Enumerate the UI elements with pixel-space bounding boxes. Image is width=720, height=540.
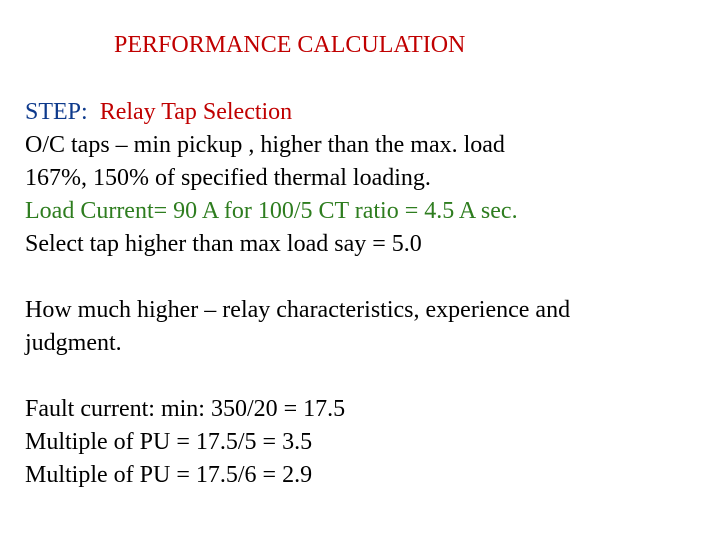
select-tap-line: Select tap higher than max load say = 5.0 (25, 231, 422, 257)
paragraph-gap (25, 261, 705, 294)
step-label: STEP: (25, 99, 88, 125)
how-much-line-1: How much higher – relay characteristics, experience and (25, 297, 571, 323)
paragraph-gap (25, 360, 705, 393)
percentages-line: 167%, 150% of specified thermal loading. (25, 165, 431, 191)
fault-current-line: Fault current: min: 350/20 = 17.5 (25, 396, 346, 422)
slide-title: PERFORMANCE CALCULATION (114, 32, 466, 58)
load-current-line: Load Current= 90 A for 100/5 CT ratio = 4.5 A sec. (25, 198, 518, 224)
step-line (25, 96, 705, 129)
slide-body (25, 96, 705, 492)
multiple-pu-line-1: Multiple of PU = 17.5/5 = 3.5 (25, 429, 313, 455)
oc-taps-line: O/C taps – min pickup , higher than the max. load (25, 132, 505, 158)
step-text: Relay Tap Selection (99, 99, 293, 125)
how-much-line-2: judgment. (25, 330, 122, 356)
multiple-pu-line-2: Multiple of PU = 17.5/6 = 2.9 (25, 462, 313, 488)
